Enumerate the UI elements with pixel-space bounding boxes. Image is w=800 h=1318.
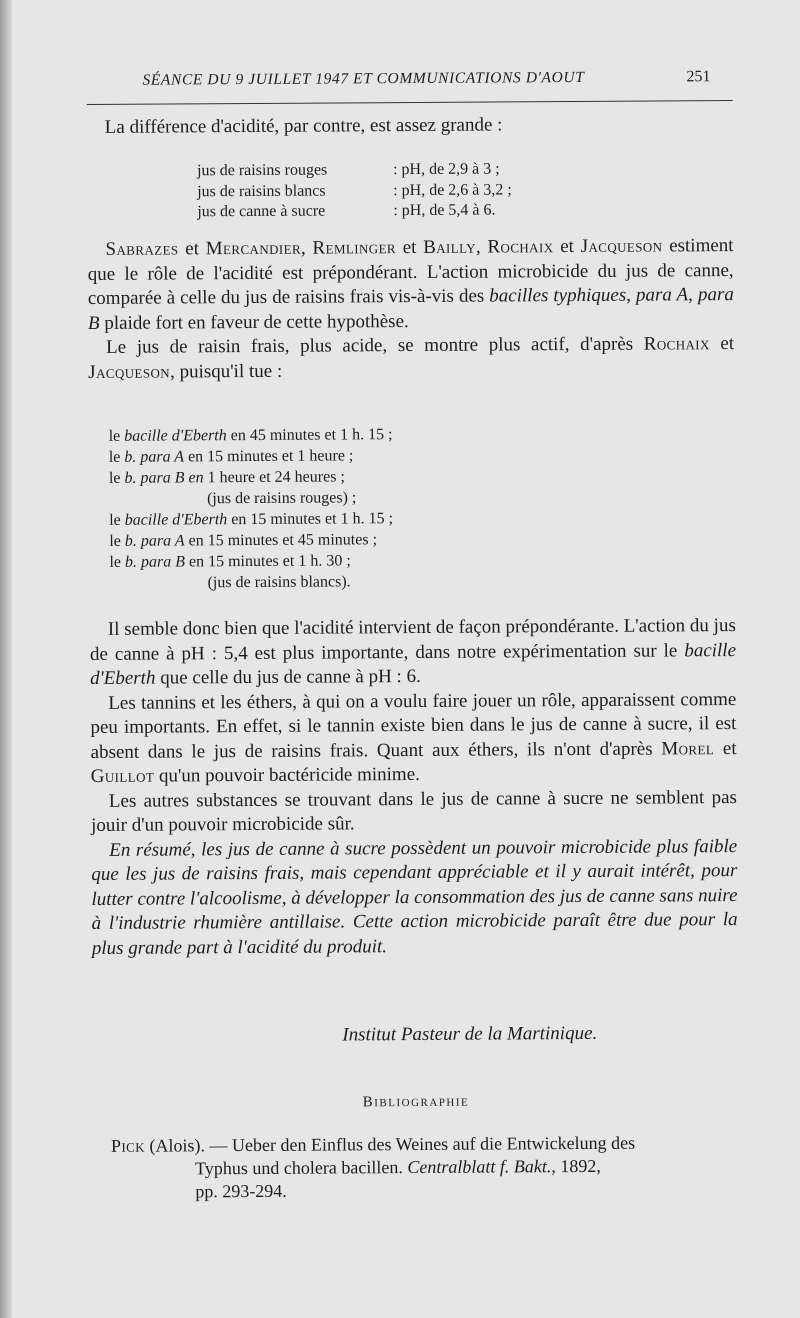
author-name: Mercandier: [205, 237, 302, 260]
institution-signature: Institut Pasteur de la Martinique.: [342, 1022, 598, 1046]
author-name: Bailly: [423, 236, 476, 258]
paragraph-text: Les autres substances se trouvant dans le jus de canne à sucre ne semblent pas jouir d'un pouvoir microbicide sûr.: [90, 786, 737, 836]
text-run: Il semble donc bien que l'acidité intervient de façon prépondérante. L'action du jus de canne à pH : 5,4 est plus importante, dans notre expérimentation sur le: [89, 615, 736, 665]
list-item: [109, 424, 393, 447]
running-head: SÉANCE DU 9 JUILLET 1947 ET COMMUNICATIONS D'AOUT: [142, 68, 585, 89]
list-item: [109, 529, 393, 552]
text-run: en 15 minutes et 45 minutes ;: [184, 531, 378, 550]
ph-value: : pH, de 2,9 à 3 ;: [392, 160, 500, 179]
list-item: [109, 466, 393, 489]
organism-name: b. para A: [124, 448, 185, 466]
text-run: et: [395, 236, 424, 259]
italic-term: para B: [87, 284, 734, 334]
kill-time-list: [109, 424, 394, 594]
text-run: ,: [688, 284, 698, 306]
text-run: le: [108, 448, 125, 466]
text-run: , puisqu'il tue :: [169, 360, 283, 382]
list-item: [109, 445, 393, 468]
ph-table: [197, 159, 512, 222]
italic-term: bacilles typhiques: [489, 284, 627, 307]
paragraph-acidity-hypothesis: [87, 234, 734, 385]
page-edge-shadow: [0, 0, 12, 1318]
list-item: [109, 550, 393, 573]
text-run: estiment que le rôle de l'acidité est prépondérant. L'action microbicide du jus de canne, comparée à celle du jus de raisins frais vis-à-vis des: [87, 235, 734, 309]
bibliography-heading: Bibliographie: [362, 1093, 470, 1111]
ph-value: : pH, de 5,4 à 6.: [393, 201, 496, 220]
italic-term: bacille d'Eberth: [90, 639, 737, 689]
organism-name: b. para A: [124, 532, 185, 550]
bibliography-entry: [111, 1131, 739, 1204]
ph-value: : pH, de 2,6 à 3,2 ;: [393, 180, 512, 199]
italic-term: para A: [635, 284, 689, 306]
text-run: en 15 minutes et 1 heure ;: [184, 447, 354, 466]
list-note: (jus de raisins rouges) ;: [206, 489, 357, 508]
text-run: et: [553, 235, 581, 258]
intro-paragraph: [87, 112, 733, 140]
organism-name: bacille d'Eberth: [124, 427, 227, 445]
text-run: ,: [475, 236, 488, 258]
paragraph-text: [90, 688, 737, 790]
paragraph-text: [90, 614, 736, 691]
paragraph-text: [88, 332, 734, 385]
ph-label: jus de canne à sucre: [197, 202, 326, 221]
text-run: le: [108, 469, 125, 487]
text-run: plaide fort en faveur de cette hypothèse.: [99, 310, 409, 334]
text-run: ,: [300, 237, 313, 259]
text-run: et: [714, 737, 737, 759]
intro-text: La différence d'acidité, par contre, est assez grande :: [104, 114, 503, 138]
text-run: en 15 minutes et 1 h. 15 ;: [227, 510, 394, 529]
author-name: Remlinger: [312, 237, 397, 259]
text-run: ,: [626, 284, 637, 306]
discussion-block: [90, 614, 738, 961]
summary-paragraph: En résumé, les jus de canne à sucre possèdent un pouvoir microbicide plus faible que les jus de raisins frais, mais cependant appréciable et il y aurait intérêt, pour lutter contre l'alcoolisme, à développer la consommation des jus de canne sans nuire à l'industrie rhumière antillaise. Cette action microbicide paraît être due pour la plus grande part à l'acidité du produit.: [91, 835, 738, 959]
text-run: le: [109, 511, 125, 529]
organism-name: b. para B en: [124, 469, 204, 487]
author-name: Jacqueson: [88, 360, 171, 383]
text-run: en 45 minutes et 1 h. 15 ;: [226, 426, 393, 445]
text-run: (Alois). — Ueber den Einflus des Weines auf die Entwickelung des: [144, 1132, 636, 1156]
bib-journal: Centralblatt f. Bakt.: [407, 1156, 552, 1178]
ph-row: [197, 159, 512, 181]
author-name: Guillot: [90, 765, 155, 787]
text-run: Les tannins et les éthers, à qui on a voulu faire jouer un rôle, apparaissent comme peu importants. En effet, si le tannin existe bien dans le jus de canne à sucre, il est absent dans le jus de raisins frais. Quant aux éthers, ils n'ont d'après: [90, 688, 737, 763]
author-name: Sabrazes: [105, 238, 179, 260]
text-run: le: [108, 427, 125, 445]
text-run: le: [109, 532, 125, 550]
text-run: et: [709, 333, 735, 355]
text-run: Le jus de raisin frais, plus acide, se montre plus actif, d'après: [106, 333, 644, 358]
text-run: le: [109, 553, 126, 571]
author-name: Morel: [661, 737, 715, 759]
header-rule: [87, 100, 733, 105]
bib-line: pp. 293-294.: [195, 1180, 287, 1202]
author-name: Jacqueson: [580, 235, 663, 257]
author-name: Rochaix: [643, 333, 710, 355]
list-note: (jus de raisins blancs).: [207, 573, 351, 592]
ph-label: jus de raisins blancs: [197, 182, 326, 200]
document-page: [86, 0, 744, 1318]
text-run: , 1892,: [551, 1155, 601, 1177]
paragraph-text: [87, 234, 734, 336]
ph-row: [197, 200, 512, 222]
bib-author: Pick: [110, 1135, 146, 1156]
text-run: 1 heure et 24 heures ;: [203, 468, 345, 487]
page-number: 251: [686, 68, 711, 86]
text-run: Typhus und cholera bacillen.: [195, 1157, 408, 1179]
list-item: [109, 508, 393, 531]
organism-name: bacille d'Eberth: [124, 511, 228, 529]
organism-name: b. para B: [124, 553, 186, 571]
text-run: et: [178, 238, 206, 260]
text-run: qu'un pouvoir bactéricide minime.: [154, 763, 420, 787]
ph-row: [197, 180, 512, 202]
ph-label: jus de raisins rouges: [196, 161, 328, 180]
text-run: en 15 minutes et 1 h. 30 ;: [184, 552, 351, 571]
text-run: que celle du jus de canne à pH : 6.: [155, 665, 421, 689]
author-name: Rochaix: [487, 236, 554, 258]
